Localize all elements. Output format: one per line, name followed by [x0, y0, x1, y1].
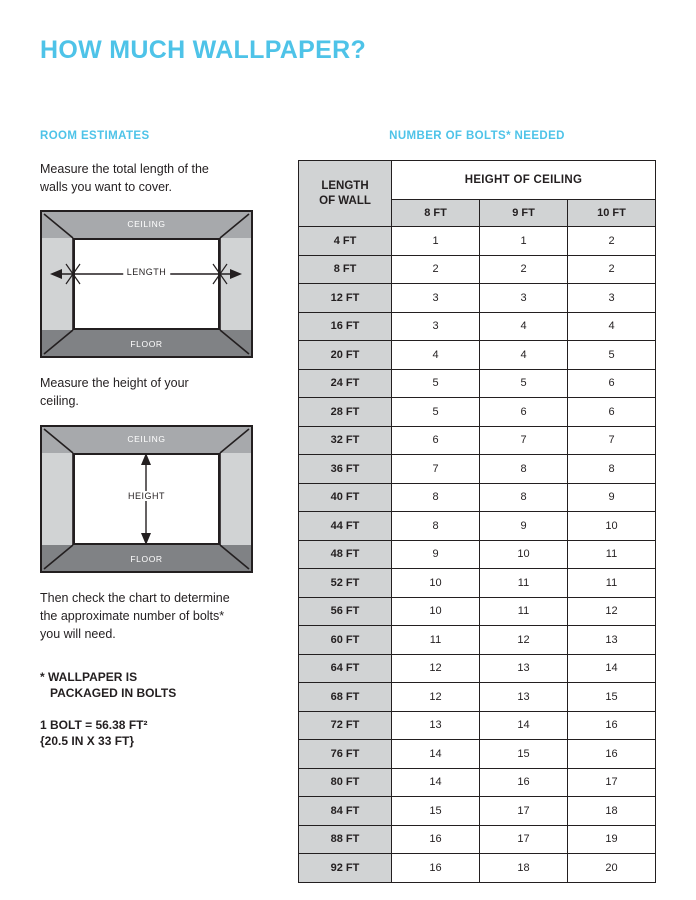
- bolts-value-cell: 17: [480, 797, 568, 826]
- table-row: [299, 312, 656, 341]
- bolts-value-cell: 11: [568, 569, 656, 598]
- bolts-value-cell: 2: [568, 227, 656, 256]
- bolts-value-cell: 18: [480, 854, 568, 883]
- table-row: [299, 341, 656, 370]
- bolts-value-cell: 16: [392, 854, 480, 883]
- corner-header: [299, 161, 392, 227]
- bolts-value-cell: 5: [480, 369, 568, 398]
- row-header-wall-length: 92 FT: [299, 854, 392, 883]
- bolt-equivalence-dimensions: {20.5 IN X 33 FT}: [40, 734, 135, 749]
- bolts-value-cell: 4: [480, 312, 568, 341]
- row-header-wall-length: 56 FT: [299, 597, 392, 626]
- bolts-value-cell: 16: [568, 711, 656, 740]
- bolts-value-cell: 8: [480, 483, 568, 512]
- bolts-value-cell: 2: [480, 255, 568, 284]
- column-header-9ft: 9 FT: [480, 200, 568, 227]
- step-1-text: Measure the total length of the walls you want to cover.: [40, 162, 209, 195]
- length-dimension-arrows: [42, 212, 251, 356]
- row-header-wall-length: 88 FT: [299, 825, 392, 854]
- bolts-value-cell: 13: [480, 654, 568, 683]
- section-heading-bolts-table: NUMBER OF BOLTS* NEEDED: [389, 130, 565, 142]
- bolt-equivalence-area: 1 BOLT = 56.38 FT²: [40, 718, 148, 733]
- bolts-value-cell: 5: [568, 341, 656, 370]
- bolts-table-header-row-group: [299, 161, 656, 200]
- length-label: LENGTH: [123, 267, 171, 277]
- row-header-wall-length: 60 FT: [299, 626, 392, 655]
- bolts-value-cell: 9: [568, 483, 656, 512]
- bolts-value-cell: 19: [568, 825, 656, 854]
- room-diagram-height: [40, 425, 253, 573]
- bolts-value-cell: 14: [480, 711, 568, 740]
- bolt-footnote-line-1: * WALLPAPER IS: [40, 669, 138, 684]
- bolts-value-cell: 7: [392, 455, 480, 484]
- table-row: [299, 854, 656, 883]
- column-header-8ft: 8 FT: [392, 200, 480, 227]
- bolts-value-cell: 8: [392, 483, 480, 512]
- table-row: [299, 711, 656, 740]
- bolts-table-body: [299, 227, 656, 883]
- bolts-value-cell: 6: [480, 398, 568, 427]
- bolts-value-cell: 9: [480, 512, 568, 541]
- row-header-wall-length: 12 FT: [299, 284, 392, 313]
- bolts-value-cell: 3: [480, 284, 568, 313]
- bolts-value-cell: 5: [392, 369, 480, 398]
- bolts-value-cell: 4: [480, 341, 568, 370]
- bolts-value-cell: 10: [480, 540, 568, 569]
- bolt-footnote-line-2: PACKAGED IN BOLTS: [50, 686, 177, 701]
- bolts-table: [298, 160, 656, 883]
- bolts-value-cell: 8: [392, 512, 480, 541]
- room-estimates-column: [40, 130, 255, 750]
- table-row: [299, 597, 656, 626]
- row-header-wall-length: 4 FT: [299, 227, 392, 256]
- bolts-value-cell: 1: [392, 227, 480, 256]
- table-row: [299, 255, 656, 284]
- bolts-value-cell: 12: [392, 683, 480, 712]
- row-header-wall-length: 84 FT: [299, 797, 392, 826]
- bolts-value-cell: 15: [392, 797, 480, 826]
- table-row: [299, 540, 656, 569]
- bolts-value-cell: 12: [568, 597, 656, 626]
- bolt-equivalence: [40, 717, 255, 749]
- bolts-value-cell: 12: [480, 626, 568, 655]
- row-header-wall-length: 16 FT: [299, 312, 392, 341]
- table-row: [299, 768, 656, 797]
- ceiling-label: CEILING: [127, 433, 166, 444]
- bolts-value-cell: 16: [480, 768, 568, 797]
- row-header-wall-length: 20 FT: [299, 341, 392, 370]
- bolts-value-cell: 9: [392, 540, 480, 569]
- row-header-wall-length: 68 FT: [299, 683, 392, 712]
- bolts-value-cell: 16: [392, 825, 480, 854]
- table-row: [299, 284, 656, 313]
- table-row: [299, 483, 656, 512]
- table-row: [299, 512, 656, 541]
- floor-label: FLOOR: [130, 339, 163, 350]
- height-label: HEIGHT: [124, 491, 169, 501]
- table-row: [299, 797, 656, 826]
- room-diagram-length: [40, 210, 253, 358]
- row-header-wall-length: 80 FT: [299, 768, 392, 797]
- row-header-wall-length: 76 FT: [299, 740, 392, 769]
- table-row: [299, 740, 656, 769]
- column-header-10ft: 10 FT: [568, 200, 656, 227]
- bolts-value-cell: 14: [568, 654, 656, 683]
- row-header-wall-length: 64 FT: [299, 654, 392, 683]
- step-2-text: Measure the height of your ceiling.: [40, 376, 189, 409]
- bolts-table-head: [299, 161, 656, 227]
- bolts-value-cell: 6: [568, 398, 656, 427]
- bolts-value-cell: 11: [480, 597, 568, 626]
- row-header-wall-length: 40 FT: [299, 483, 392, 512]
- row-header-wall-length: 72 FT: [299, 711, 392, 740]
- bolts-value-cell: 15: [480, 740, 568, 769]
- bolts-value-cell: 11: [480, 569, 568, 598]
- table-row: [299, 683, 656, 712]
- bolts-value-cell: 13: [480, 683, 568, 712]
- table-row: [299, 654, 656, 683]
- table-row: [299, 369, 656, 398]
- table-row: [299, 825, 656, 854]
- bolts-value-cell: 15: [568, 683, 656, 712]
- bolts-value-cell: 8: [568, 455, 656, 484]
- table-row: [299, 626, 656, 655]
- bolts-value-cell: 12: [392, 654, 480, 683]
- bolts-value-cell: 14: [392, 768, 480, 797]
- bolts-value-cell: 3: [392, 284, 480, 313]
- bolts-value-cell: 14: [392, 740, 480, 769]
- table-row: [299, 398, 656, 427]
- row-header-wall-length: 32 FT: [299, 426, 392, 455]
- bolts-value-cell: 13: [568, 626, 656, 655]
- bolts-value-cell: 17: [568, 768, 656, 797]
- bolts-value-cell: 6: [392, 426, 480, 455]
- ceiling-label: CEILING: [127, 219, 166, 230]
- table-row: [299, 569, 656, 598]
- bolt-footnote: [40, 669, 255, 701]
- bolts-table-column: [298, 130, 656, 883]
- bolts-value-cell: 13: [392, 711, 480, 740]
- bolts-value-cell: 7: [480, 426, 568, 455]
- bolts-value-cell: 11: [568, 540, 656, 569]
- bolts-value-cell: 10: [392, 569, 480, 598]
- floor-label: FLOOR: [130, 553, 163, 564]
- section-heading-room-estimates: ROOM ESTIMATES: [40, 130, 150, 142]
- bolts-value-cell: 6: [568, 369, 656, 398]
- bolts-value-cell: 2: [392, 255, 480, 284]
- corner-header-line-1: LENGTH: [321, 180, 369, 193]
- row-header-wall-length: 44 FT: [299, 512, 392, 541]
- table-row: [299, 227, 656, 256]
- group-header-height-of-ceiling: HEIGHT OF CEILING: [392, 161, 656, 200]
- bolts-value-cell: 11: [392, 626, 480, 655]
- bolts-value-cell: 17: [480, 825, 568, 854]
- table-row: [299, 455, 656, 484]
- row-header-wall-length: 52 FT: [299, 569, 392, 598]
- bolts-value-cell: 3: [568, 284, 656, 313]
- row-header-wall-length: 48 FT: [299, 540, 392, 569]
- bolts-value-cell: 2: [568, 255, 656, 284]
- bolts-value-cell: 16: [568, 740, 656, 769]
- page-title: HOW MUCH WALLPAPER?: [40, 36, 367, 64]
- bolts-value-cell: 4: [392, 341, 480, 370]
- step-3-text: Then check the chart to determine the approximate number of bolts* you will need.: [40, 590, 230, 641]
- bolts-value-cell: 20: [568, 854, 656, 883]
- bolts-value-cell: 18: [568, 797, 656, 826]
- row-header-wall-length: 36 FT: [299, 455, 392, 484]
- bolts-value-cell: 4: [568, 312, 656, 341]
- bolts-value-cell: 8: [480, 455, 568, 484]
- row-header-wall-length: 8 FT: [299, 255, 392, 284]
- bolts-value-cell: 1: [480, 227, 568, 256]
- row-header-wall-length: 24 FT: [299, 369, 392, 398]
- bolts-value-cell: 10: [392, 597, 480, 626]
- row-header-wall-length: 28 FT: [299, 398, 392, 427]
- corner-header-line-2: OF WALL: [319, 194, 371, 207]
- bolts-value-cell: 10: [568, 512, 656, 541]
- bolts-value-cell: 5: [392, 398, 480, 427]
- bolts-value-cell: 7: [568, 426, 656, 455]
- bolts-value-cell: 3: [392, 312, 480, 341]
- table-row: [299, 426, 656, 455]
